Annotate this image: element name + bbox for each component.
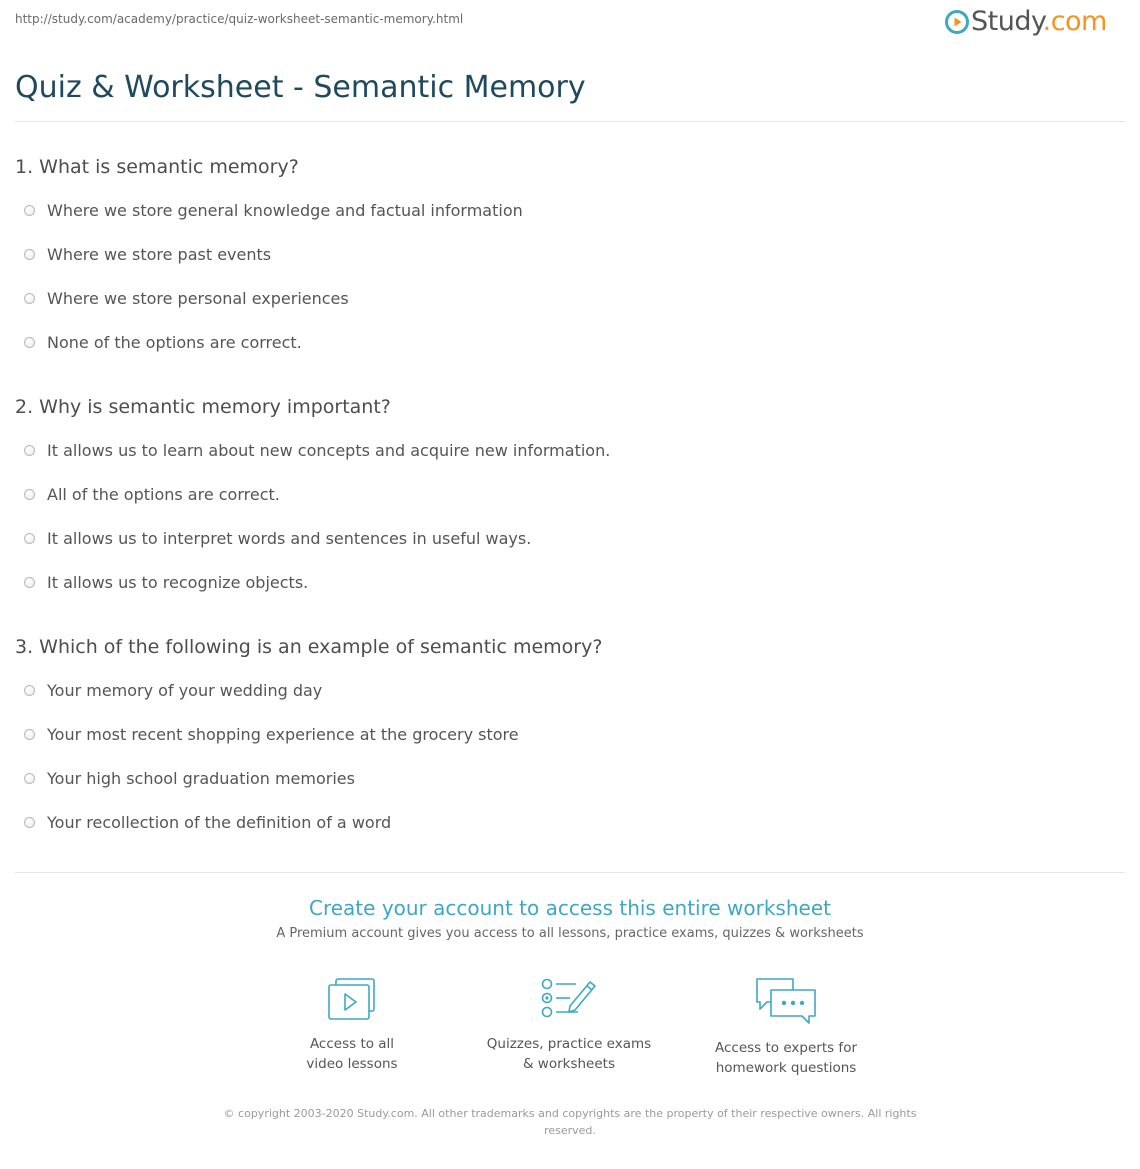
cta-divider — [15, 872, 1125, 873]
answer-label: All of the options are correct. — [47, 484, 280, 504]
page-url: http://study.com/academy/practice/quiz-worksheet-semantic-memory.html — [15, 12, 464, 26]
chat-experts-icon — [753, 976, 819, 1028]
answer-option[interactable] — [15, 188, 1115, 232]
answer-option[interactable] — [15, 276, 1115, 320]
answer-label: None of the options are correct. — [47, 332, 302, 352]
feature-label: Access to experts for homework questions — [714, 1040, 857, 1076]
question-text: 2. Why is semantic memory important? — [15, 396, 391, 418]
answer-option[interactable] — [15, 712, 1115, 756]
answer-label: It allows us to learn about new concepts and acquire new information. — [47, 440, 611, 460]
feature-video-lessons — [252, 976, 452, 1074]
answer-option[interactable] — [15, 756, 1115, 800]
radio-button[interactable] — [24, 533, 35, 544]
radio-button[interactable] — [24, 445, 35, 456]
question-text: 3. Which of the following is an example of semantic memory? — [15, 636, 603, 658]
page-title: Quiz & Worksheet - Semantic Memory — [15, 70, 586, 105]
radio-button[interactable] — [24, 817, 35, 828]
answer-option[interactable] — [15, 232, 1115, 276]
radio-button[interactable] — [24, 773, 35, 784]
radio-button[interactable] — [24, 685, 35, 696]
quiz-checklist-icon — [540, 976, 598, 1024]
radio-button[interactable] — [24, 337, 35, 348]
answer-label: Your memory of your wedding day — [47, 680, 323, 700]
answer-option[interactable] — [15, 560, 1115, 604]
answer-label: Your most recent shopping experience at the grocery store — [47, 724, 519, 744]
radio-button[interactable] — [24, 489, 35, 500]
answer-label: It allows us to interpret words and sentences in useful ways. — [47, 528, 532, 548]
radio-button[interactable] — [24, 577, 35, 588]
answer-option[interactable] — [15, 320, 1115, 364]
question-2 — [15, 396, 1115, 604]
answer-option[interactable] — [15, 428, 1115, 472]
radio-button[interactable] — [24, 205, 35, 216]
logo-wordmark — [971, 6, 1107, 37]
answer-label: Where we store general knowledge and factual information — [47, 200, 523, 220]
question-1 — [15, 156, 1115, 364]
feature-label: Quizzes, practice exams & worksheets — [486, 1036, 652, 1072]
answer-options — [15, 668, 1115, 844]
play-logo-icon — [945, 10, 969, 34]
answer-option[interactable] — [15, 472, 1115, 516]
answer-label: Your recollection of the definition of a word — [47, 812, 392, 832]
logo-tld: .com — [1042, 6, 1107, 37]
premium-description: A Premium account gives you access to all lessons, practice exams, quizzes & worksheets — [276, 926, 864, 941]
create-account-link[interactable]: Create your account to access this entire worksheet — [309, 896, 831, 920]
answer-options — [15, 188, 1115, 364]
answer-label: Where we store past events — [47, 244, 272, 264]
answer-label: Where we store personal experiences — [47, 288, 349, 308]
answer-option[interactable] — [15, 800, 1115, 844]
feature-quizzes — [469, 976, 669, 1074]
answer-option[interactable] — [15, 668, 1115, 712]
answer-label: Your high school graduation memories — [47, 768, 355, 788]
question-3 — [15, 636, 1115, 844]
radio-button[interactable] — [24, 293, 35, 304]
logo-name: Study — [971, 6, 1043, 37]
feature-label: Access to all video lessons — [306, 1036, 398, 1072]
answer-option[interactable] — [15, 516, 1115, 560]
answer-label: It allows us to recognize objects. — [47, 572, 309, 592]
study-logo[interactable] — [945, 6, 1107, 37]
title-divider — [15, 121, 1125, 122]
radio-button[interactable] — [24, 249, 35, 260]
video-lessons-icon — [326, 976, 378, 1024]
feature-experts — [686, 976, 886, 1078]
question-text: 1. What is semantic memory? — [15, 156, 299, 178]
radio-button[interactable] — [24, 729, 35, 740]
answer-options — [15, 428, 1115, 604]
copyright-notice: © copyright 2003-2020 Study.com. All other trademarks and copyrights are the property of their respective owners. All rights reserved. — [223, 1107, 917, 1137]
